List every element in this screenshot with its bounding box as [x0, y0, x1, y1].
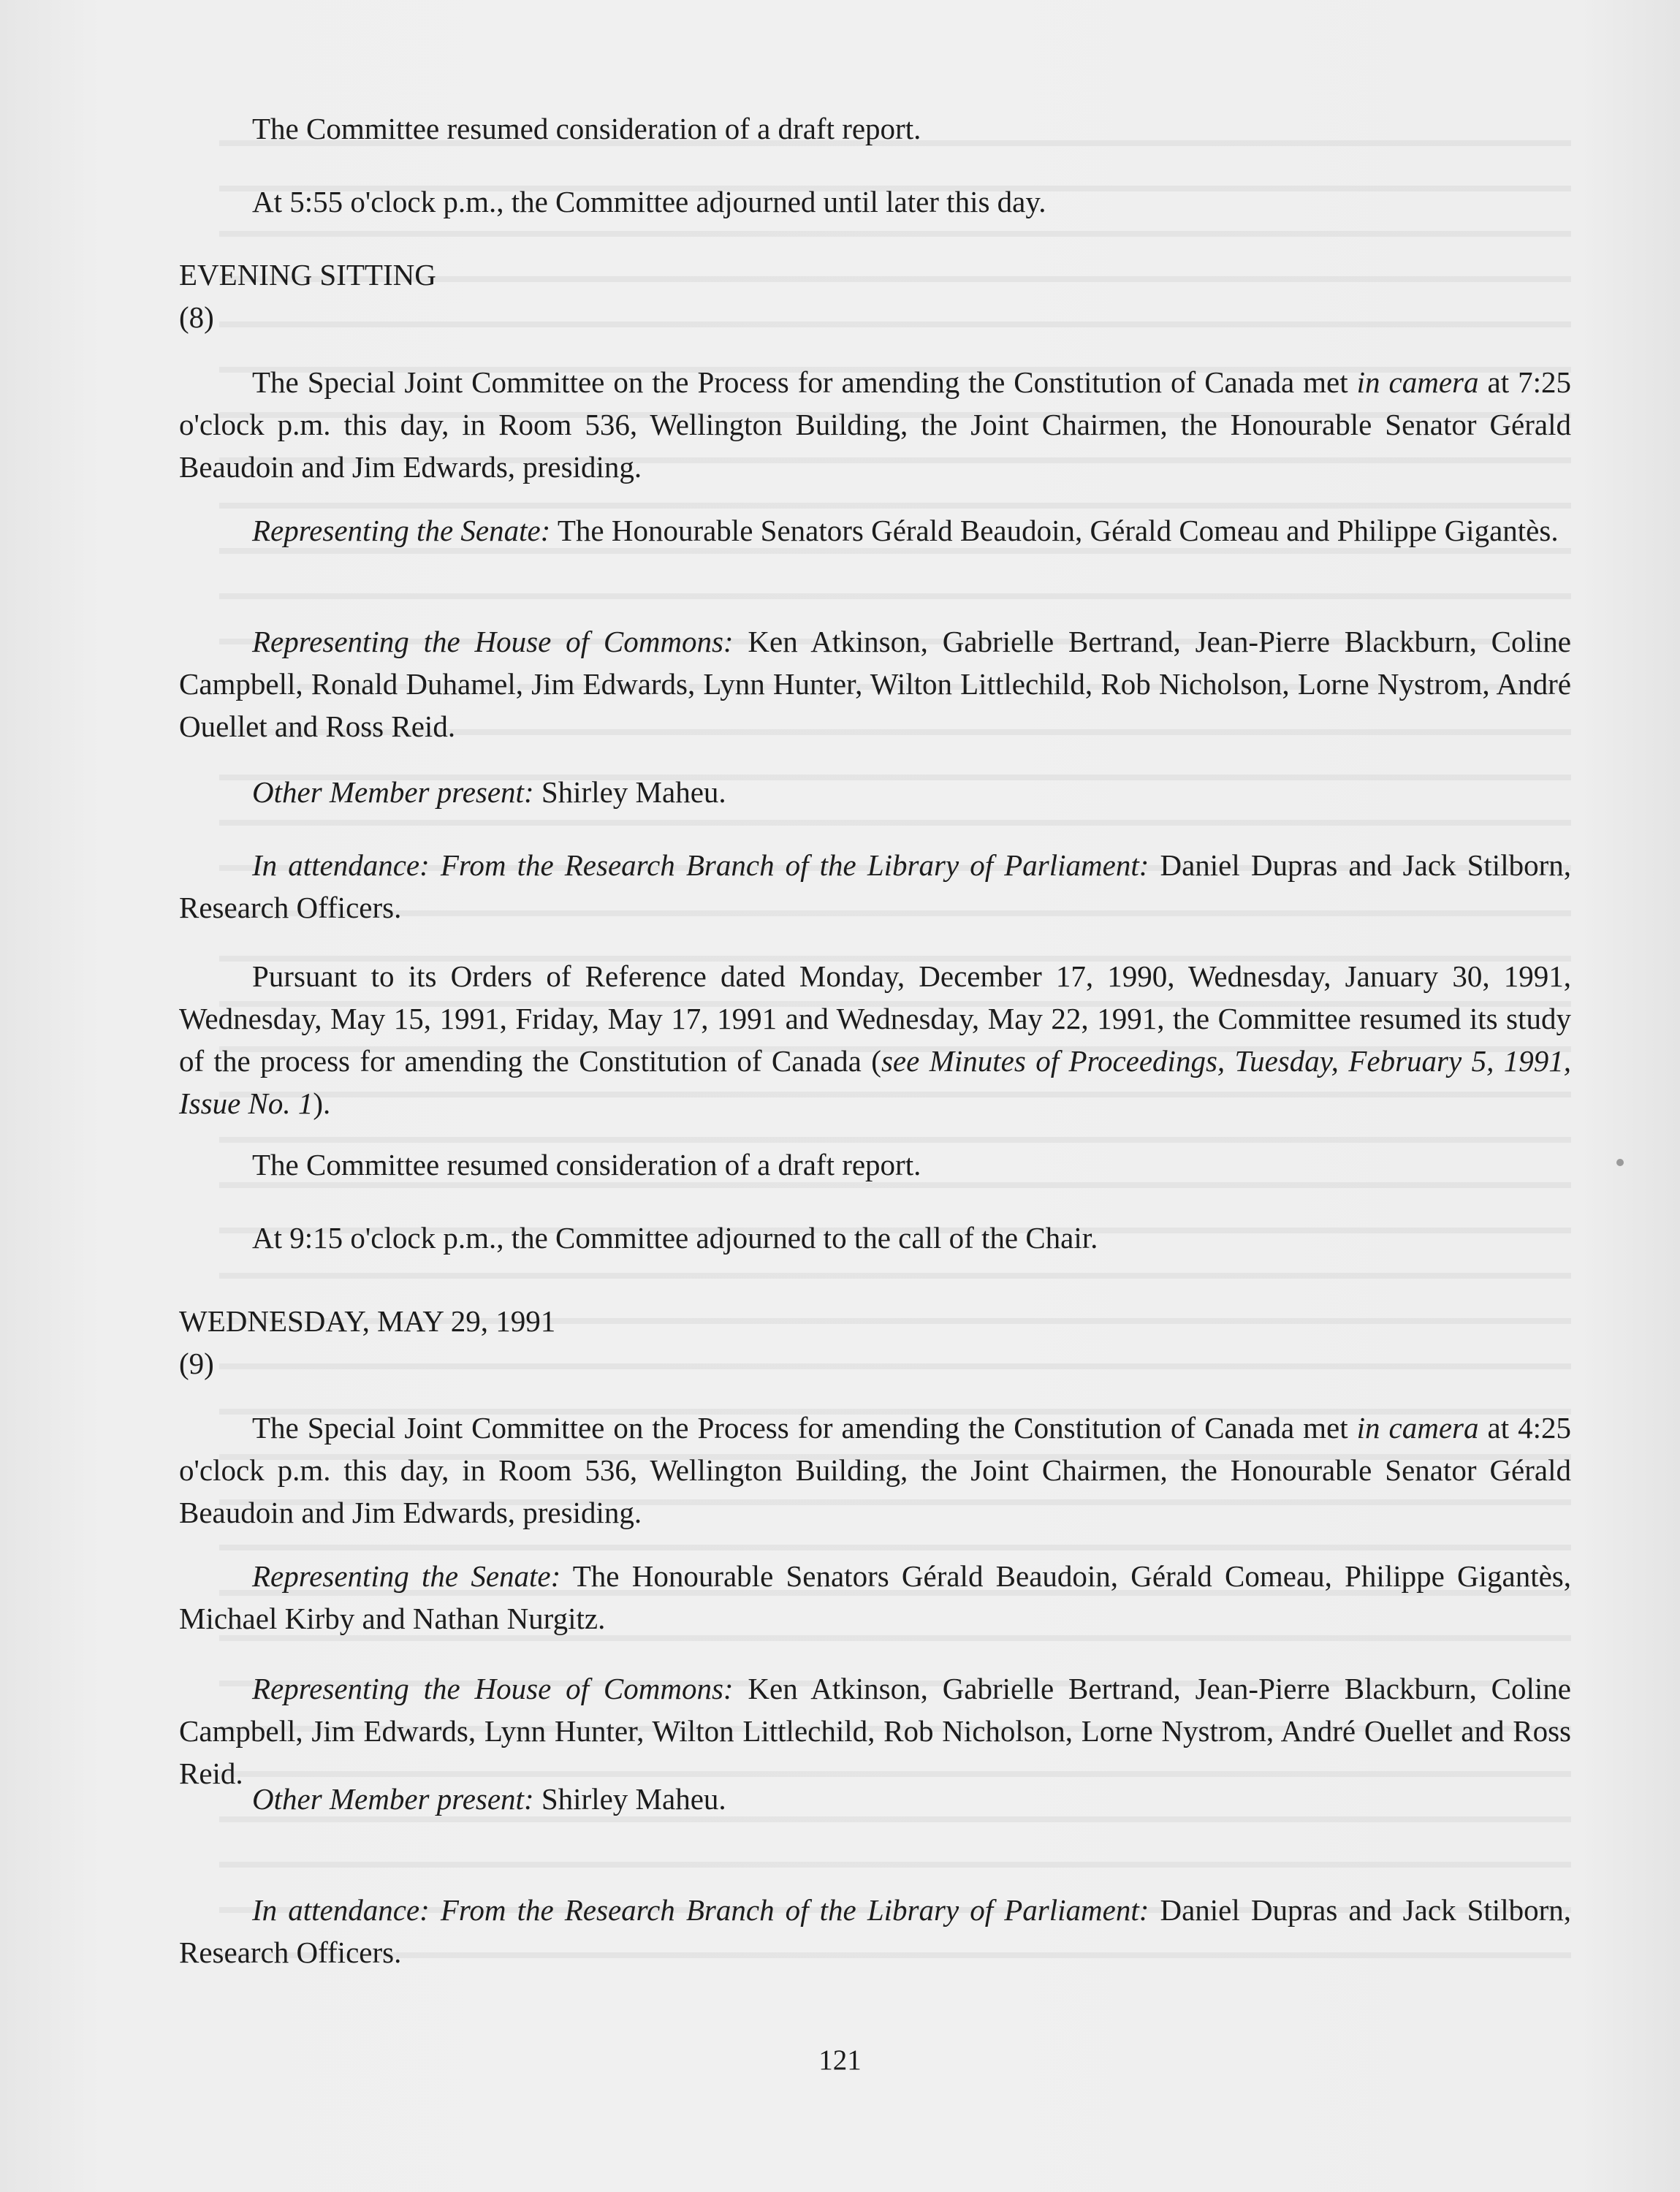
adjourned-line-top: At 5:55 o'clock p.m., the Committee adjourned until later this day. — [252, 185, 1046, 218]
in-camera-text: in camera — [1356, 365, 1479, 399]
evening-commons-paragraph: Representing the House of Commons: Ken Atkinson, Gabrielle Bertrand, Jean-Pierre Blackburn, Coline Campbell, Ronald Duhamel, Jim Edwards, Lynn Hunter, Wilton Littlechild, Rob Nicholson, Lorne Nystrom, André Ouellet and Ross Reid. — [179, 625, 1572, 743]
evening-resumed-line: The Committee resumed consideration of a draft report. — [252, 1148, 921, 1181]
wednesday-met-paragraph: The Special Joint Committee on the Process for amending the Constitution of Canada met in camera at 4:25 o'clock p.m. this day, in Room 536, Wellington Building, the Joint Chairmen, the Honourable Senator Gérald Beaudoin and Jim Edwards, presiding. — [179, 1411, 1571, 1529]
wednesday-number: (9) — [179, 1347, 214, 1380]
evening-met-paragraph: The Special Joint Committee on the Process for amending the Constitution of Canada met in camera at 7:25 o'clock p.m. this day, in Room 536, Wellington Building, the Joint Chairmen, the Honourable Senator Gérald Beaudoin and Jim Edwards, presiding. — [179, 365, 1571, 484]
wednesday-commons-paragraph: Representing the House of Commons: Ken Atkinson, Gabrielle Bertrand, Jean-Pierre Blackburn, Coline Campbell, Jim Edwards, Lynn Hunter, Wilton Littlechild, Rob Nicholson, Lorne Nystrom, André Ouellet and Ross Reid. — [179, 1672, 1572, 1790]
other-member-label: Other Member present: — [252, 1782, 534, 1816]
resumed-line-top: The Committee resumed consideration of a draft report. — [252, 112, 921, 145]
commons-label: Representing the House of Commons: — [252, 1672, 734, 1705]
senate-label: Representing the Senate: — [252, 1559, 561, 1593]
scan-speck — [1616, 1159, 1624, 1166]
minutes-reference: see Minutes of Proceedings, Tuesday, February 5, 1991, Issue No. 1 — [179, 1044, 1572, 1120]
wednesday-other-member: Other Member present: Shirley Maheu. — [252, 1782, 726, 1816]
evening-sitting-heading: EVENING SITTING — [179, 258, 436, 292]
in-camera-text: in camera — [1356, 1411, 1479, 1445]
attendance-label: In attendance: From the Research Branch of the Library of Parliament: — [252, 1893, 1149, 1927]
evening-attendance-paragraph: In attendance: From the Research Branch of the Library of Parliament: Daniel Dupras and Jack Stilborn, Research Officers. — [179, 848, 1571, 924]
other-member-label: Other Member present: — [252, 775, 534, 809]
wednesday-attendance-paragraph: In attendance: From the Research Branch of the Library of Parliament: Daniel Dupras and Jack Stilborn, Research Officers. — [179, 1893, 1571, 1969]
page-number: 121 — [818, 2044, 862, 2076]
evening-senate-paragraph: Representing the Senate: The Honourable Senators Gérald Beaudoin, Gérald Comeau and Philippe Gigantès. — [252, 514, 1559, 547]
senate-label: Representing the Senate: — [252, 514, 551, 547]
wednesday-heading: WEDNESDAY, MAY 29, 1991 — [179, 1304, 556, 1338]
commons-label: Representing the House of Commons: — [252, 625, 734, 658]
evening-sitting-number: (8) — [179, 300, 214, 334]
evening-other-member: Other Member present: Shirley Maheu. — [252, 775, 726, 809]
wednesday-senate-paragraph: Representing the Senate: The Honourable Senators Gérald Beaudoin, Gérald Comeau, Philippe Gigantès, Michael Kirby and Nathan Nurgitz. — [179, 1559, 1572, 1635]
evening-pursuant-paragraph: Pursuant to its Orders of Reference dated Monday, December 17, 1990, Wednesday, January 30, 1991, Wednesday, May 15, 1991, Friday, May 17, 1991 and Wednesday, May 22, 1991, the Committee resumed its study of the process for amending the Constitution of Canada (see Minutes of Proceedings, Tuesday, February 5, 1991, Issue No. 1). — [179, 959, 1572, 1120]
evening-adjourned-line: At 9:15 o'clock p.m., the Committee adjourned to the call of the Chair. — [252, 1221, 1098, 1255]
attendance-label: In attendance: From the Research Branch of the Library of Parliament: — [252, 848, 1149, 882]
